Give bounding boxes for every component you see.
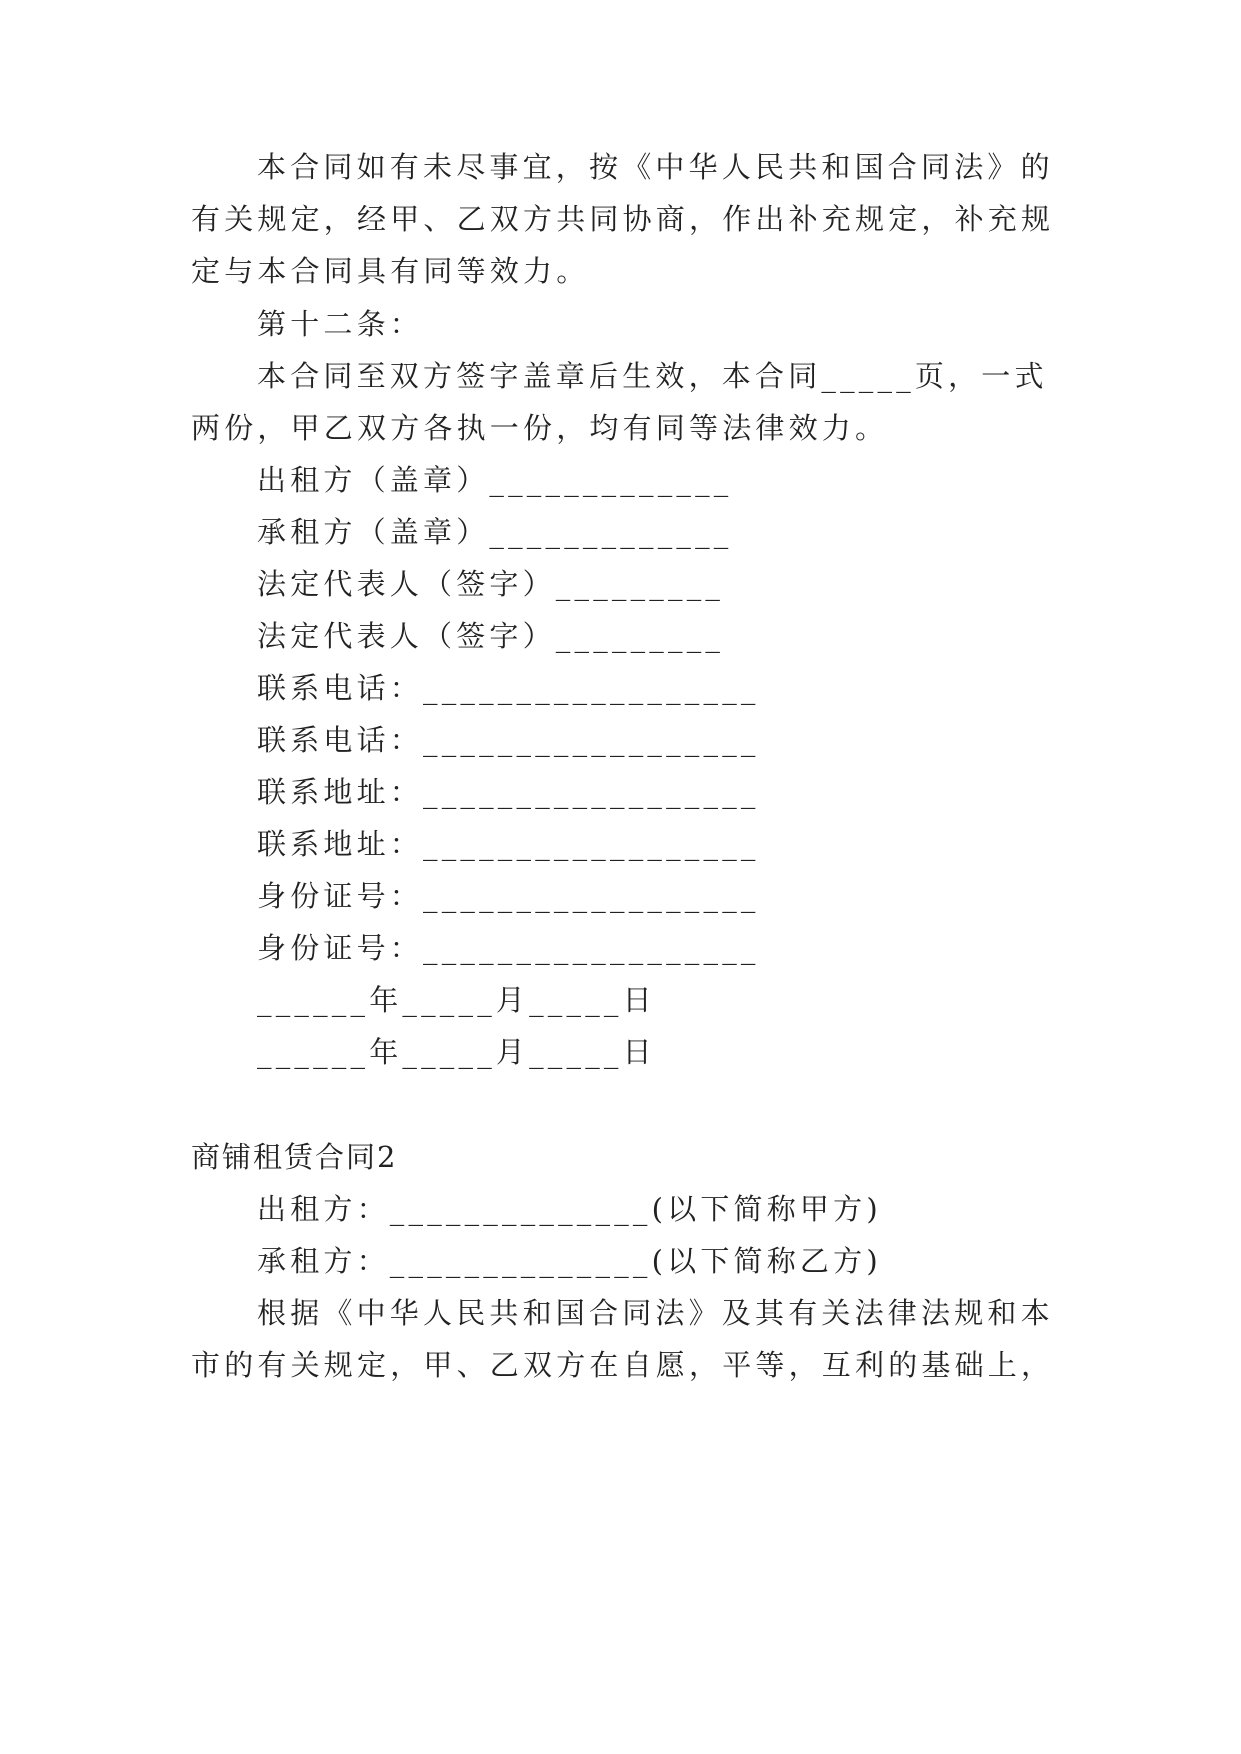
signature-line-representative: 法定代表人（签字）_________ [257, 619, 725, 653]
paragraph-line: 根据《中华人民共和国合同法》及其有关法律法规和本 [257, 1296, 1054, 1330]
signature-line-lessee: 承租方（盖章）_____________ [257, 515, 733, 549]
article-heading: 第十二条： [257, 307, 424, 341]
paragraph-line: 本合同至双方签字盖章后生效，本合同_____页，一式 [257, 359, 1048, 393]
signature-line-lessor: 出租方（盖章）_____________ [257, 463, 733, 497]
contract-title: 商铺租赁合同2 [191, 1140, 398, 1174]
paragraph-line: 有关规定，经甲、乙双方共同协商，作出补充规定，补充规 [191, 202, 1055, 236]
party-b-line: 承租方：______________(以下简称乙方) [257, 1244, 882, 1278]
date-line: ______年_____月_____日 [257, 1035, 656, 1069]
paragraph-line: 定与本合同具有同等效力。 [191, 254, 590, 288]
paragraph-line: 市的有关规定，甲、乙双方在自愿，平等，互利的基础上， [191, 1348, 1055, 1382]
contact-phone-line: 联系电话：__________________ [257, 723, 760, 757]
contact-address-line: 联系地址：__________________ [257, 775, 760, 809]
paragraph-line: 本合同如有未尽事宜，按《中华人民共和国合同法》的 [257, 150, 1054, 184]
signature-line-representative: 法定代表人（签字）_________ [257, 567, 725, 601]
id-number-line: 身份证号：__________________ [257, 879, 760, 913]
id-number-line: 身份证号：__________________ [257, 931, 760, 965]
paragraph-line: 两份，甲乙双方各执一份，均有同等法律效力。 [191, 411, 889, 445]
contact-address-line: 联系地址：__________________ [257, 827, 760, 861]
contact-phone-line: 联系电话：__________________ [257, 671, 760, 705]
party-a-line: 出租方：______________(以下简称甲方) [257, 1192, 882, 1226]
date-line: ______年_____月_____日 [257, 983, 656, 1017]
